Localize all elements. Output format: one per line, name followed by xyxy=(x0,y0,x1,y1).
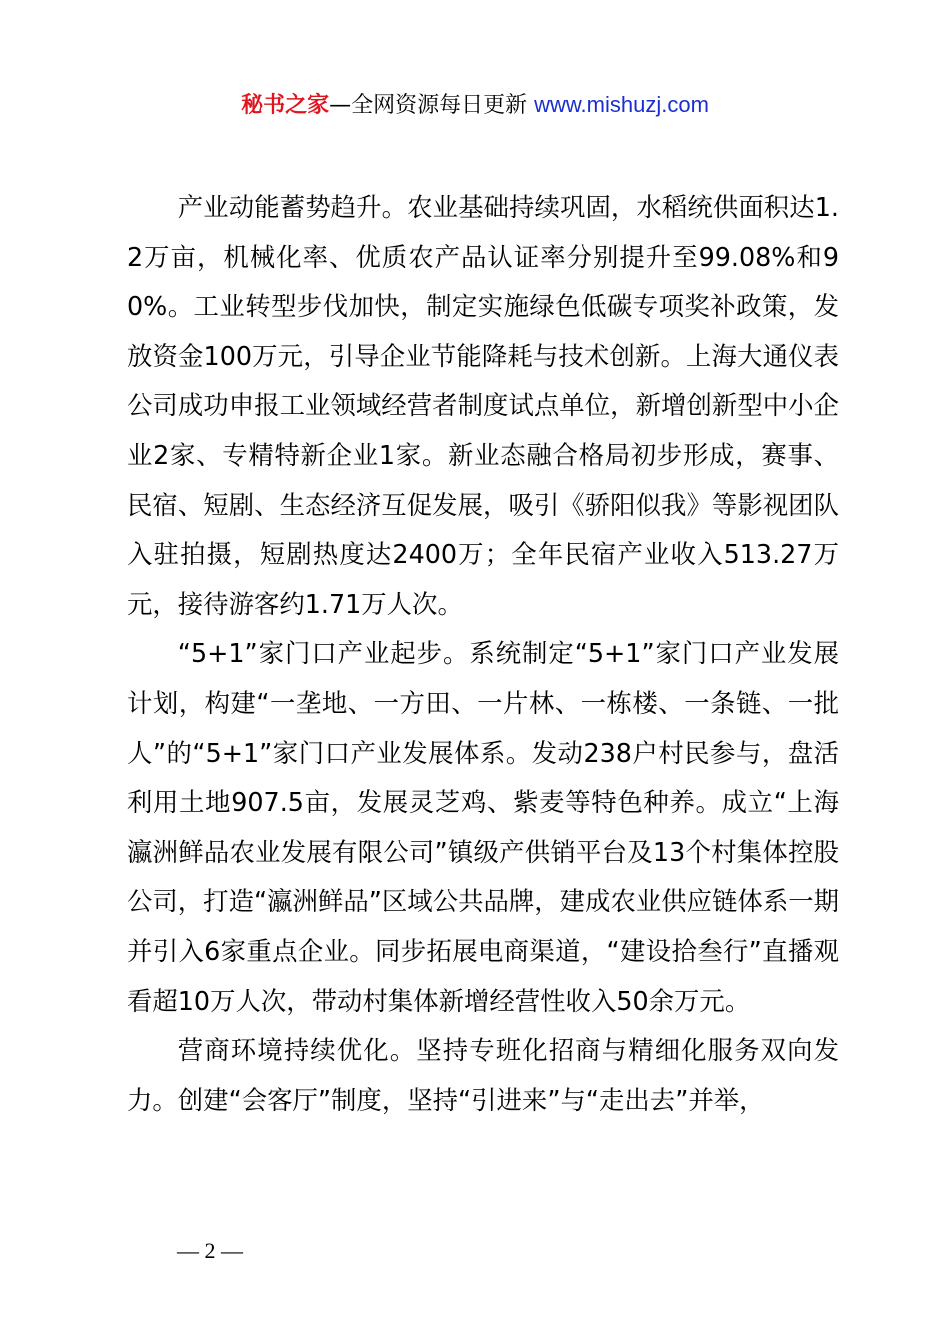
watermark-header xyxy=(0,88,950,123)
paragraph-industry-momentum: 产业动能蓄势趋升。农业基础持续巩固，水稻统供面积达1.2万亩，机械化率、优质农产品认证率分别提升至99.08%和90%。工业转型步伐加快，制定实施绿色低碳专项奖补政策，发放资金100万元，引导企业节能降耗与技术创新。上海大通仪表公司成功申报工业领域经营者制度试点单位，新增创新型中小企业2家、专精特新企业1家。新业态融合格局初步形成，赛事、民宿、短剧、生态经济互促发展，吸引《骄阳似我》等影视团队入驻拍摄，短剧热度达2400万；全年民宿产业收入513.27万元，接待游客约1.71万人次。 xyxy=(127,192,839,619)
paragraph-business-environment: 营商环境持续优化。坚持专班化招商与精细化服务双向发力。创建“会客厅”制度，坚持“引进来”与“走出去”并举， xyxy=(127,1035,839,1115)
page-number: — 2 — xyxy=(177,1238,243,1263)
site-url-link[interactable]: www.mishuzj.com xyxy=(534,92,709,117)
document-body xyxy=(127,183,839,1125)
brand-name: 秘书之家 xyxy=(241,93,330,118)
header-slogan: —全网资源每日更新 xyxy=(329,93,535,118)
paragraph-doorstep-industry: “5+1”家门口产业起步。系统制定“5+1”家门口产业发展计划，构建“一垄地、一方田、一片林、一栋楼、一条链、一批人”的“5+1”家门口产业发展体系。发动238户村民参与，盘活利用土地907.5亩，发展灵芝鸡、紫麦等特色种养。成立“上海瀛洲鲜品农业发展有限公司”镇级产供销平台及13个村集体控股公司，打造“瀛洲鲜品”区域公共品牌，建成农业供应链体系一期并引入6家重点企业。同步拓展电商渠道，“建设拾叁行”直播观看超10万人次，带动村集体新增经营性收入50余万元。 xyxy=(127,638,839,1016)
